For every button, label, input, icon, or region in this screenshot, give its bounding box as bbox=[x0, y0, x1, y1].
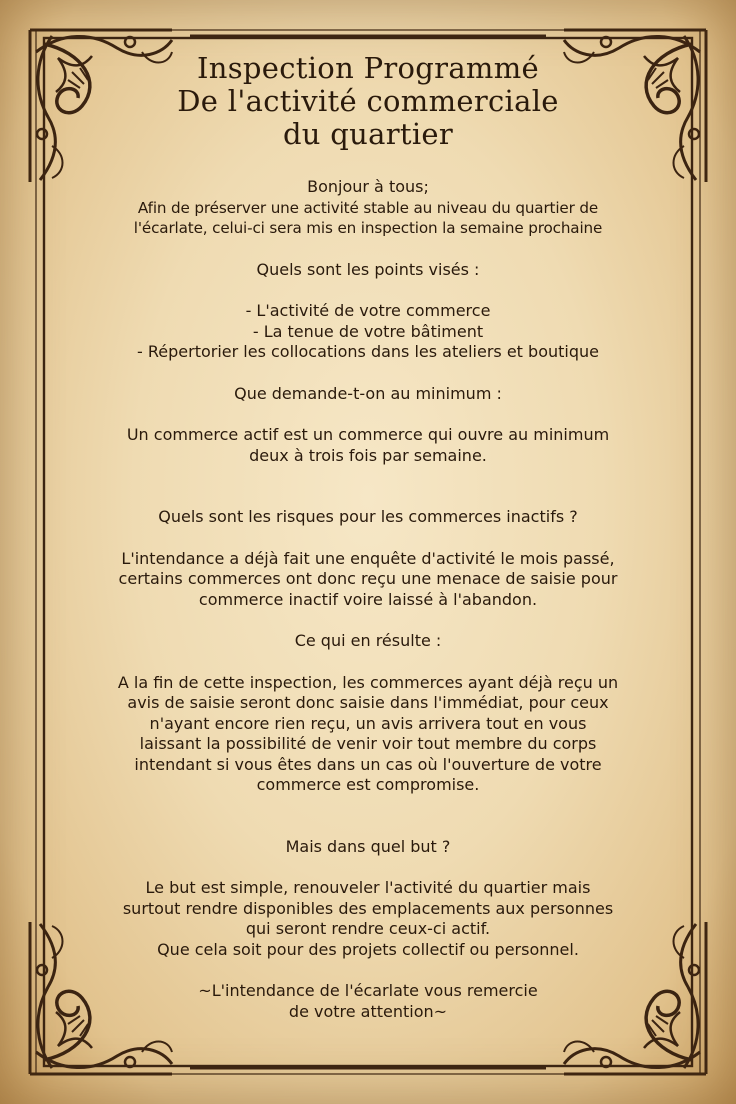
result-line: commerce est compromise. bbox=[256, 775, 480, 794]
risks-line: certains commerces ont donc reçu une menace de saisie pour bbox=[118, 569, 618, 588]
point-item: - La tenue de votre bâtiment bbox=[252, 321, 484, 341]
intro-line: l'écarlate, celui-ci sera mis en inspection la semaine prochaine bbox=[133, 219, 603, 237]
result-line: n'ayant encore rien reçu, un avis arrivera tout en vous bbox=[149, 713, 587, 733]
risks-heading: Quels sont les risques pour les commerces inactifs ? bbox=[158, 507, 578, 526]
result-heading: Ce qui en résulte : bbox=[294, 631, 442, 650]
purpose-line: Que cela soit pour des projets collectif ou personnel. bbox=[157, 939, 579, 959]
title-line-2: De l'activité commerciale bbox=[177, 84, 559, 118]
title-line-1: Inspection Programmé bbox=[197, 51, 539, 85]
closing-line: ~L'intendance de l'écarlate vous remercie bbox=[198, 981, 538, 1000]
minimum-line: Un commerce actif est un commerce qui ouvre au minimum bbox=[126, 425, 610, 444]
intro-line: Afin de préserver une activité stable au niveau du quartier de bbox=[137, 198, 599, 217]
purpose-line: surtout rendre disponibles des emplacements aux personnes bbox=[122, 898, 614, 918]
result-line: intendant si vous êtes dans un cas où l'ouverture de votre bbox=[134, 754, 602, 774]
result-line: laissant la possibilité de venir voir tout membre du corps bbox=[139, 734, 597, 753]
risks-line: commerce inactif voire laissé à l'abandon. bbox=[198, 589, 538, 609]
purpose-line: Le but est simple, renouveler l'activité du quartier mais bbox=[145, 878, 591, 897]
point-item: - L'activité de votre commerce bbox=[245, 301, 491, 320]
notice-title bbox=[58, 52, 678, 151]
result-line: A la fin de cette inspection, les commerces ayant déjà reçu un bbox=[117, 672, 619, 692]
purpose-line: qui seront rendre ceux-ci actif. bbox=[245, 919, 491, 938]
minimum-line: deux à trois fois par semaine. bbox=[249, 445, 487, 465]
point-item: - Répertorier les collocations dans les ateliers et boutique bbox=[137, 342, 599, 361]
minimum-heading: Que demande-t-on au minimum : bbox=[234, 383, 502, 403]
greeting: Bonjour à tous; bbox=[307, 177, 429, 196]
purpose-heading: Mais dans quel but ? bbox=[285, 836, 451, 856]
closing-line: de votre attention~ bbox=[288, 1001, 448, 1021]
result-line: avis de saisie seront donc saisie dans l'immédiat, pour ceux bbox=[127, 693, 609, 712]
title-line-3: du quartier bbox=[282, 117, 454, 151]
risks-line: L'intendance a déjà fait une enquête d'activité le mois passé, bbox=[121, 548, 615, 568]
notice-content bbox=[58, 52, 678, 1022]
notice-body bbox=[58, 177, 678, 1022]
points-heading: Quels sont les points visés : bbox=[256, 259, 480, 279]
